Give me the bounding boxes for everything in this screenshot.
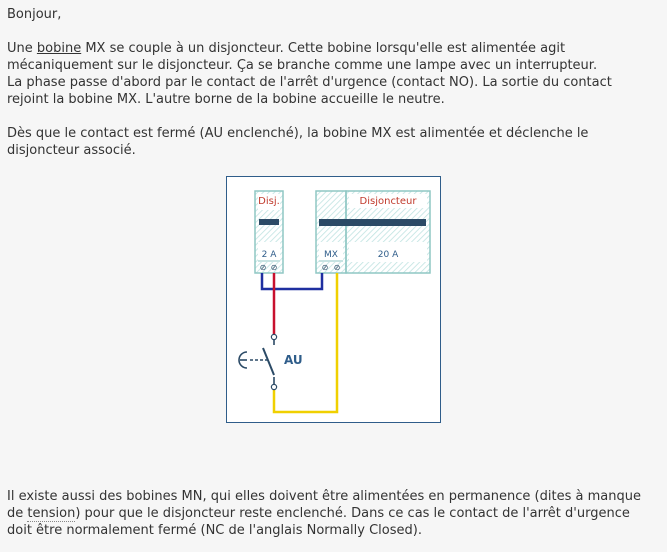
mx-coil-module bbox=[316, 191, 346, 273]
neutral-wire bbox=[262, 273, 322, 289]
small-breaker-rating: 2 A bbox=[261, 250, 277, 260]
terminal-icon: ⊘ bbox=[321, 263, 329, 272]
emergency-stop-label: AU bbox=[284, 353, 303, 367]
keyword-link-bobine[interactable]: bobine bbox=[36, 41, 82, 56]
terminal-icon: ⊘ bbox=[259, 263, 267, 272]
paragraph-2: Dès que le contact est fermé (AU enclenché), la bobine MX est alimentée et déclenche le disjoncteur associé. bbox=[7, 126, 589, 158]
terminal-icon: ⊘ bbox=[270, 263, 278, 272]
coupling-bar bbox=[319, 219, 426, 226]
keyword-link-tension[interactable]: tension bbox=[27, 506, 76, 521]
small-breaker-label: Disj. bbox=[258, 196, 280, 207]
wiring-diagram-svg bbox=[227, 177, 442, 424]
main-breaker-label: Disjoncteur bbox=[359, 196, 417, 207]
main-breaker-module bbox=[346, 191, 430, 273]
terminal-icon: ⊘ bbox=[333, 263, 341, 272]
paragraph-1: Une bobine MX se couple à un disjoncteur. Cette bobine lorsqu'elle est alimentée agit mécaniquement sur le disjoncteur. Ça se branche comme une lampe avec un interrupteur. La phase passe d'abord par le contact de l'arrêt d'urgence (contact NO). La sortie du contact rejoint la bobine MX. L'autre borne de la bobine accueille le neutre. bbox=[7, 41, 612, 107]
forum-post bbox=[7, 6, 662, 159]
paragraph-3: Il existe aussi des bobines MN, qui elles doivent être alimentées en permanence (dites à manque de tension) pour que le disjoncteur reste enclenché. Dans ce cas le contact de l'arrêt d'urgence doit être normalement fermé (NC de l'anglais Normally Closed). bbox=[7, 489, 641, 538]
greeting: Bonjour, bbox=[7, 7, 62, 22]
command-wire bbox=[274, 273, 337, 412]
emergency-stop-contact bbox=[239, 334, 277, 389]
main-breaker-rating: 20 A bbox=[377, 250, 399, 260]
wiring-diagram bbox=[226, 176, 441, 423]
mx-label: MX bbox=[324, 250, 338, 260]
small-breaker-toggle bbox=[259, 219, 279, 225]
small-breaker-module bbox=[255, 191, 283, 273]
